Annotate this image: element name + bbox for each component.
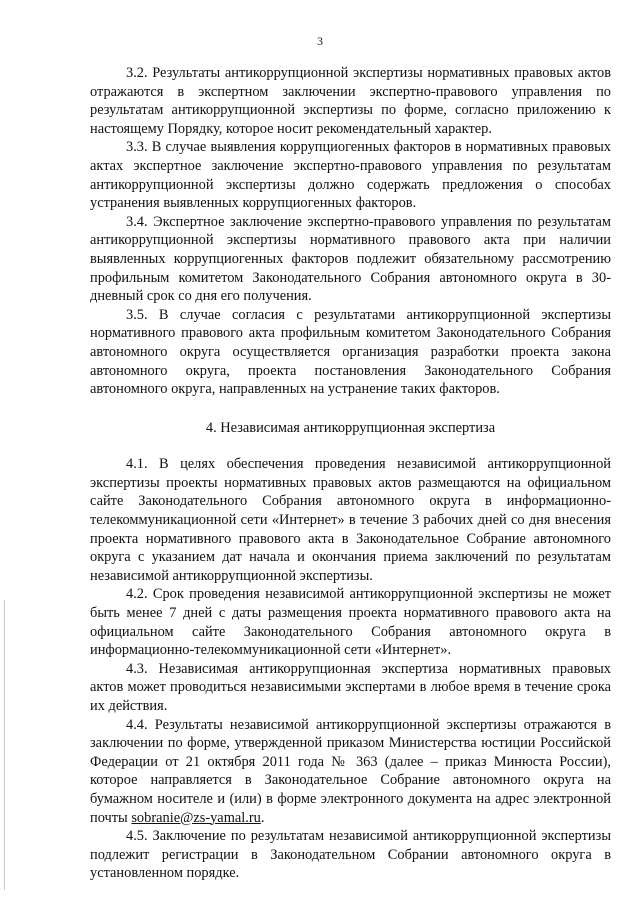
paragraph-3-3: 3.3. В случае выявления коррупциогенных факторов в нормативных правовых актах экспертное заключение экспертно-правового управления по результатам антикоррупционной экспертизы должно содержать предложения о способах устранения выявленных коррупциогенных факторов.	[90, 139, 611, 212]
document-body	[90, 64, 611, 883]
paragraph-4-4-end: .	[260, 809, 265, 826]
paragraph-4-5: 4.5. Заключение по результатам независимой антикоррупционной экспертизы подлежит регистрации в Законодательном Собрании автономного округа в установленном порядке.	[90, 828, 611, 882]
page-number: 3	[317, 34, 323, 48]
email-link[interactable]: sobranie@zs-yamal.ru	[131, 809, 261, 826]
scan-edge-mark	[4, 600, 5, 890]
paragraph-3-5: 3.5. В случае согласия с результатами антикоррупционной экспертизы нормативного правового акта профильным комитетом Законодательного Собрания автономного округа осуществляется организация разработки проекта закона автономного округа, проекта постановления Законодательного Собрания автономного округа, направленных на устранение таких факторов.	[90, 306, 611, 398]
section-heading: 4. Независимая антикоррупционная экспертиза	[205, 419, 496, 436]
paragraph-4-2: 4.2. Срок проведения независимой антикоррупционной экспертизы не может быть менее 7 дней с даты размещения проекта нормативного правового акта на официальном сайте Законодательного Собрания автономного округа в информационно-телекоммуникационной сети «Интернет».	[90, 586, 611, 659]
paragraph-4-3: 4.3. Независимая антикоррупционная экспертиза нормативных правовых актов может проводиться независимыми экспертами в любое время в течение срока их действия.	[90, 660, 611, 714]
paragraph-4-4-text: 4.4. Результаты независимой антикоррупционной экспертизы отражаются в заключении по форме, утвержденной приказом Министерства юстиции Российской Федерации от 21 октября 2011 года № 363 (далее – приказ Минюста России), которое направляется в Законодательное Собрание автономного округа на бумажном носителе и (или) в форме электронного документа на адрес электронной почты	[90, 716, 611, 826]
paragraph-4-4	[90, 716, 611, 828]
paragraph-3-2: 3.2. Результаты антикоррупционной экспертизы нормативных правовых актов отражаются в экспертном заключении экспертно-правового управления по результатам антикоррупционной экспертизы по форме, согласно приложению к настоящему Порядку, которое носит рекомендательный характер.	[90, 65, 611, 137]
paragraph-3-4: 3.4. Экспертное заключение экспертно-правового управления по результатам антикоррупционной экспертизы нормативного правового акта при наличии выявленных коррупциогенных факторов подлежит обязательному рассмотрению профильным комитетом Законодательного Собрания автономного округа в 30-дневный срок со дня его получения.	[90, 213, 611, 305]
paragraph-4-1: 4.1. В целях обеспечения проведения независимой антикоррупционной экспертизы проекты нормативных правовых актов размещаются на официальном сайте Законодательного Собрания автономного округа в информационно-телекоммуникационной сети «Интернет» в течение 3 рабочих дней со дня внесения проекта нормативного правового акта в Законодательное Собрание автономного округа с указанием дат начала и окончания приема заключений по результатам независимой антикоррупционной экспертизы.	[90, 456, 611, 584]
